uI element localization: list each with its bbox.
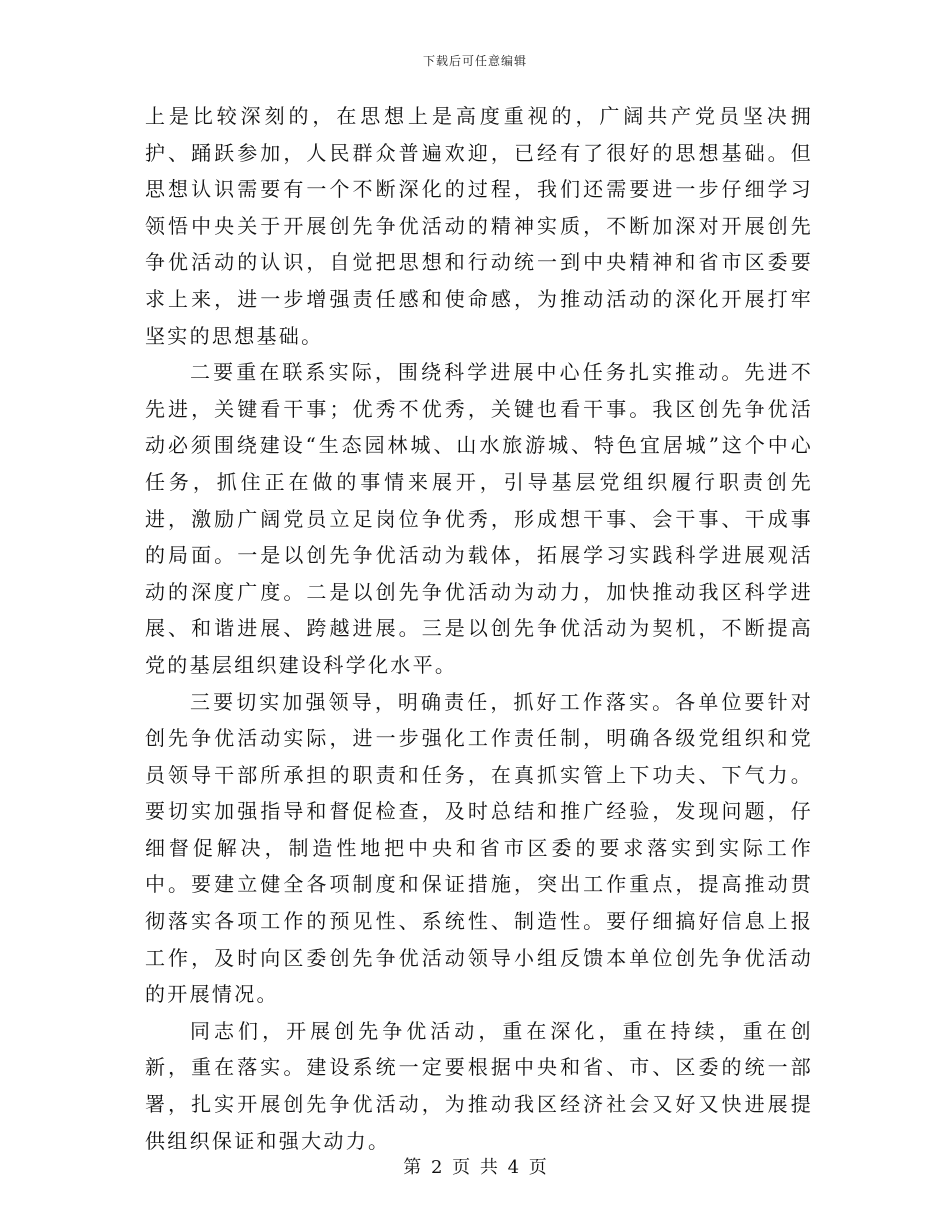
paragraph-2: 二要重在联系实际，围绕科学进展中心任务扎实推动。先进不先进，关键看干事；优秀不优秀，关键也看干事。我区创先争优活动必须围绕建设“生态园林城、山水旅游城、特色宜居城”这个中心任务，抓住正在做的事情来展开，引导基层党组织履行职责创先进，激励广阔党员立足岗位争优秀，形成想干事、会干事、干成事的局面。一是以创先争优活动为载体，拓展学习实践科学进展观活动的深度广度。二是以创先争优活动为动力，加快推动我区科学进展、和谐进展、跨越进展。三是以创先争优活动为契机，不断提高党的基层组织建设科学化水平。 [145,360,813,677]
paragraph-3: 三要切实加强领导，明确责任，抓好工作落实。各单位要针对创先争优活动实际，进一步强化工作责任制，明确各级党组织和党员领导干部所承担的职责和任务，在真抓实管上下功夫、下气力。要切实加强指导和督促检查，及时总结和推广经验，发现问题，仔细督促解决，制造性地把中央和省市区委的要求落实到实际工作中。要建立健全各项制度和保证措施，突出工作重点，提高推动贯彻落实各项工作的预见性、系统性、制造性。要仔细搞好信息上报工作，及时向区委创先争优活动领导小组反馈本单位创先争优活动的开展情况。 [145,689,813,1007]
paragraph-1: 上是比较深刻的，在思想上是高度重视的，广阔共产党员坚决拥护、踊跃参加，人民群众普遍欢迎，已经有了很好的思想基础。但思想认识需要有一个不断深化的过程，我们还需要进一步仔细学习领悟中央关于开展创先争优活动的精神实质，不断加深对开展创先争优活动的认识，自觉把思想和行动统一到中央精神和省市区委要求上来，进一步增强责任感和使命感，为推动活动的深化开展打牢坚实的思想基础。 [145,104,813,348]
paragraph-4: 同志们，开展创先争优活动，重在深化，重在持续，重在创新，重在落实。建设系统一定要根据中央和省、市、区委的统一部署，扎实开展创先争优活动，为推动我区经济社会又好又快进展提供组织保证和强大动力。 [145,1018,813,1153]
document-body [145,98,813,1159]
page-number-footer: 第 2 页 共 4 页 [403,1157,547,1178]
page-header-note: 下载后可任意编辑 [422,54,527,68]
